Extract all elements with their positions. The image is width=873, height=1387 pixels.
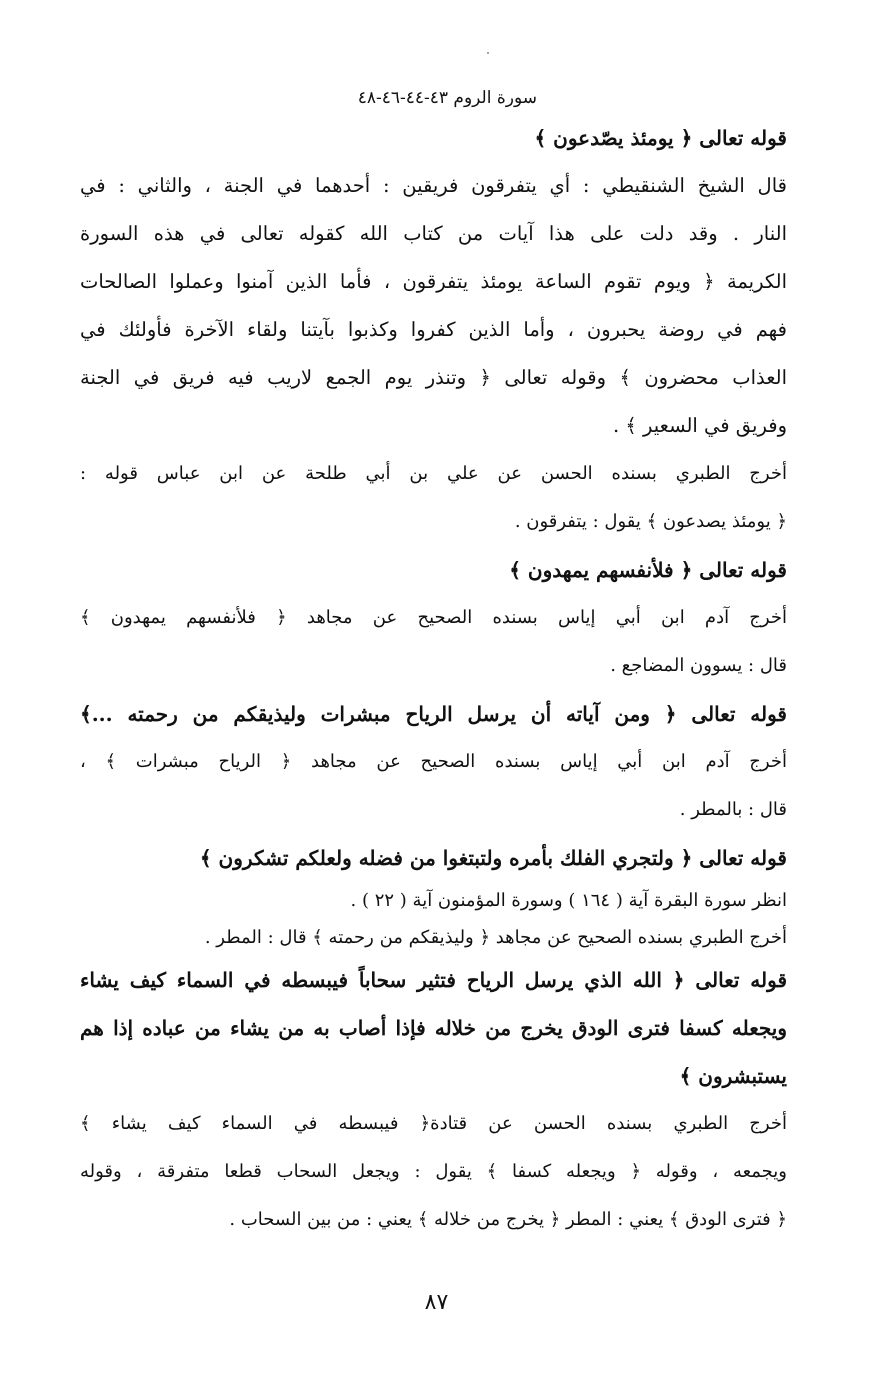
body-line: أخرج الطبري بسنده الحسن عن قتادة﴿ فيبسطه في السماء كيف يشاء ﴾ xyxy=(80,1113,787,1134)
verse-heading: قوله تعالى ﴿ يومئذ يصّدعون ﴾ xyxy=(534,126,787,150)
body-line: ﴿ يومئذ يصدعون ﴾ يقول : يتفرقون . xyxy=(514,511,787,532)
body-line: أخرج الطبري بسنده الصحيح عن مجاهد ﴿ وليذيقكم من رحمته ﴾ قال : المطر . xyxy=(204,927,787,948)
body-line: قال : يسوون المضاجع . xyxy=(610,655,787,676)
body-line: العذاب محضرون ﴾ وقوله تعالى ﴿ وتنذر يوم الجمع لاريب فيه فريق في الجنة xyxy=(80,366,787,389)
body-line: النار . وقد دلت على هذا آيات من كتاب الله كقوله تعالى في هذه السورة xyxy=(80,222,787,245)
verse-heading: يستبشرون ﴾ xyxy=(679,1064,787,1088)
body-line: الكريمة ﴿ ويوم تقوم الساعة يومئذ يتفرقون ، فأما الذين آمنوا وعملوا الصالحات xyxy=(80,270,787,293)
body-line: انظر سورة البقرة آية ( ١٦٤ ) وسورة المؤمنون آية ( ٢٢ ) . xyxy=(350,890,787,911)
body-line: وفريق في السعير ﴾ . xyxy=(613,414,787,437)
body-line: قال : بالمطر . xyxy=(679,799,787,820)
body-line: قال الشيخ الشنقيطي : أي يتفرقون فريقين : أحدهما في الجنة ، والثاني : في xyxy=(80,174,787,197)
body-line: ويجمعه ، وقوله ﴿ ويجعله كسفا ﴾ يقول : ويجعل السحاب قطعا متفرقة ، وقوله xyxy=(80,1161,787,1182)
body-line: ﴿ فترى الودق ﴾ يعني : المطر ﴿ يخرج من خلاله ﴾ يعني : من بين السحاب . xyxy=(229,1209,787,1230)
verse-heading: قوله تعالى ﴿ فلأنفسهم يمهدون ﴾ xyxy=(509,558,787,582)
body-line: أخرج آدم ابن أبي إياس بسنده الصحيح عن مجاهد ﴿ الرياح مبشرات ﴾ ، xyxy=(80,751,787,772)
verse-heading: ويجعله كسفا فترى الودق يخرج من خلاله فإذا أصاب به من يشاء من عباده إذا هم xyxy=(80,1016,788,1040)
page-body xyxy=(80,114,787,1244)
body-line: أخرج الطبري بسنده الحسن عن علي بن أبي طلحة عن ابن عباس قوله : xyxy=(80,463,787,484)
verse-heading: قوله تعالى ﴿ ولتجري الفلك بأمره ولتبتغوا من فضله ولعلكم تشكرون ﴾ xyxy=(199,846,787,870)
verse-heading: قوله تعالى ﴿ ومن آياته أن يرسل الرياح مبشرات وليذيقكم من رحمته ...﴾ xyxy=(80,702,787,726)
body-line: فهم في روضة يحبرون ، وأما الذين كفروا وكذبوا بآيتنا ولقاء الآخرة فأولئك في xyxy=(80,318,787,341)
verse-heading: قوله تعالى ﴿ الله الذي يرسل الرياح فتثير سحاباً فيبسطه في السماء كيف يشاء xyxy=(80,968,787,992)
scan-speck xyxy=(487,52,489,54)
running-header: سورة الروم ٤٣-٤٤-٤٦-٤٨ xyxy=(357,88,537,108)
body-line: أخرج آدم ابن أبي إياس بسنده الصحيح عن مجاهد ﴿ فلأنفسهم يمهدون ﴾ xyxy=(80,607,787,628)
page-number: ٨٧ xyxy=(424,1290,449,1315)
